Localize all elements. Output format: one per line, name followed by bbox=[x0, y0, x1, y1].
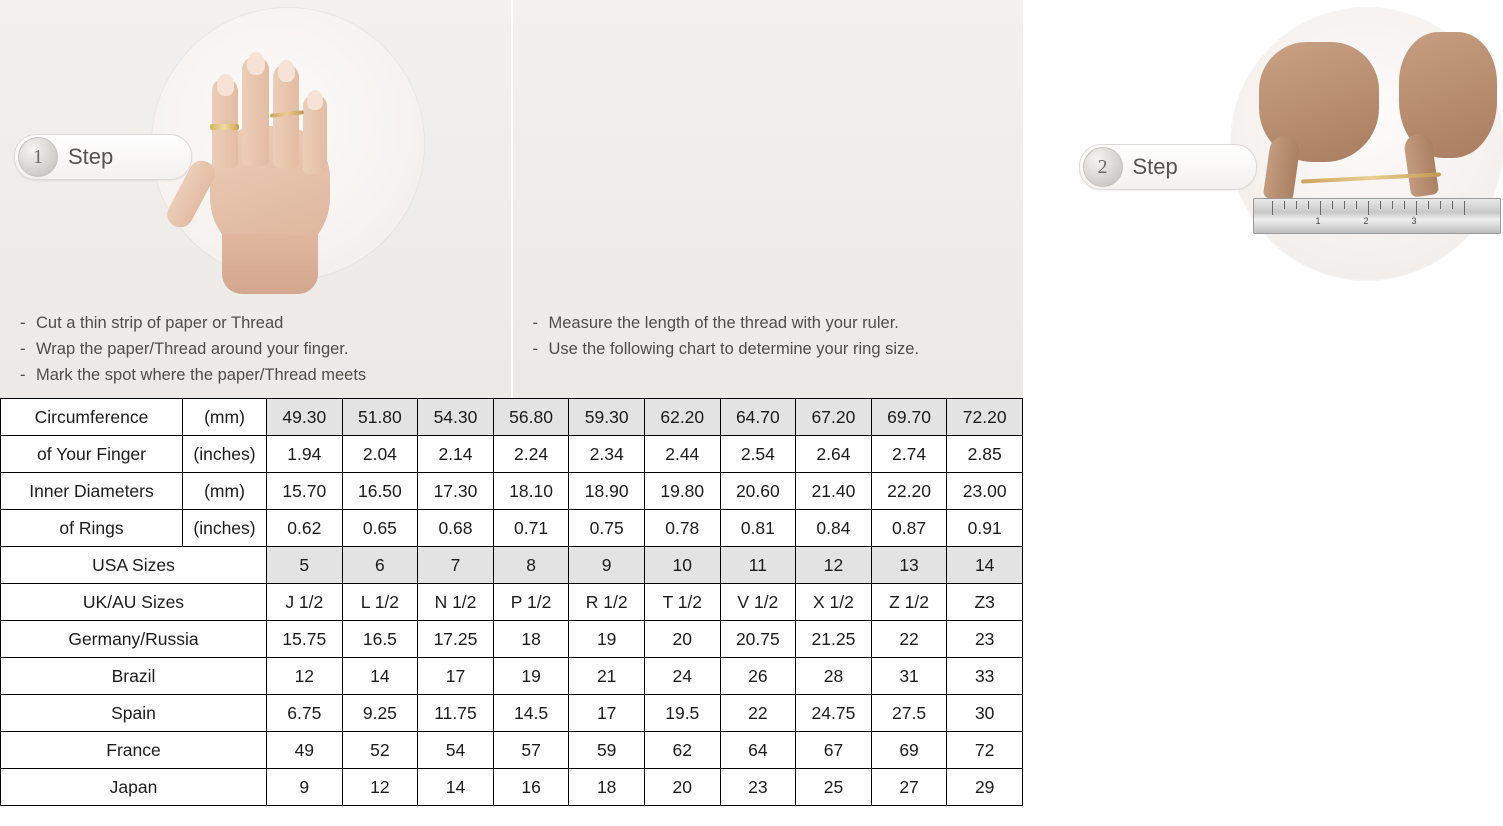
cell-circumference-mm-5: 62.20 bbox=[644, 399, 720, 436]
cell-diameter-in-3: 0.71 bbox=[493, 510, 569, 547]
cell-circumference-in-1: 2.04 bbox=[342, 436, 418, 473]
table-row bbox=[1, 732, 1023, 769]
cell-br-0: 12 bbox=[267, 658, 343, 695]
cell-fr-4: 59 bbox=[569, 732, 645, 769]
cell-br-9: 33 bbox=[947, 658, 1023, 695]
cell-diameter-mm-2: 17.30 bbox=[418, 473, 494, 510]
ruler-tick bbox=[1428, 201, 1429, 209]
cell-circumference-mm-2: 54.30 bbox=[418, 399, 494, 436]
ruler-tick bbox=[1416, 201, 1417, 215]
cell-de-1: 16.5 bbox=[342, 621, 418, 658]
cell-circumference-in-6: 2.54 bbox=[720, 436, 796, 473]
cell-es-7: 24.75 bbox=[796, 695, 872, 732]
cell-circumference-mm-4: 59.30 bbox=[569, 399, 645, 436]
table-row bbox=[1, 547, 1023, 584]
cell-usa-8: 13 bbox=[871, 547, 947, 584]
ruler-tick bbox=[1392, 201, 1393, 209]
table-row bbox=[1, 695, 1023, 732]
step2-bullet-2: - Use the following chart to determine your ring size. bbox=[532, 340, 920, 358]
cell-jp-5: 20 bbox=[644, 769, 720, 806]
cell-jp-2: 14 bbox=[418, 769, 494, 806]
cell-jp-1: 12 bbox=[342, 769, 418, 806]
table-row bbox=[1, 399, 1023, 436]
cell-diameter-in-0: 0.62 bbox=[267, 510, 343, 547]
step1-bullet-2: - Wrap the paper/Thread around your finger. bbox=[20, 340, 349, 358]
row-label-inner-diameter-2: of Rings bbox=[1, 510, 183, 547]
cell-diameter-in-1: 0.65 bbox=[342, 510, 418, 547]
step2-bullet-1-text: Measure the length of the thread with your ruler. bbox=[548, 314, 899, 332]
table-row bbox=[1, 658, 1023, 695]
ruler-tick bbox=[1464, 201, 1465, 215]
ruler-tick bbox=[1356, 201, 1357, 209]
ring-size-table bbox=[0, 398, 1023, 806]
step2-instructions bbox=[533, 310, 1016, 362]
cell-usa-9: 14 bbox=[947, 547, 1023, 584]
cell-circumference-mm-3: 56.80 bbox=[493, 399, 569, 436]
cell-es-6: 22 bbox=[720, 695, 796, 732]
cell-br-1: 14 bbox=[342, 658, 418, 695]
cell-usa-0: 5 bbox=[267, 547, 343, 584]
cell-usa-3: 8 bbox=[493, 547, 569, 584]
ruler-tick bbox=[1380, 201, 1381, 209]
cell-ukau-4: R 1/2 bbox=[569, 584, 645, 621]
step1-bullet-1: - Cut a thin strip of paper or Thread bbox=[20, 314, 284, 332]
cell-fr-0: 49 bbox=[267, 732, 343, 769]
table-row bbox=[1, 436, 1023, 473]
step-panel-2 bbox=[511, 0, 1417, 398]
row-label-japan: Japan bbox=[1, 769, 267, 806]
cell-de-2: 17.25 bbox=[418, 621, 494, 658]
table-row bbox=[1, 473, 1023, 510]
cell-circumference-mm-9: 72.20 bbox=[947, 399, 1023, 436]
row-label-circumference: Circumference bbox=[1, 399, 183, 436]
table-row bbox=[1, 769, 1023, 806]
cell-diameter-mm-4: 18.90 bbox=[569, 473, 645, 510]
cell-diameter-in-7: 0.84 bbox=[796, 510, 872, 547]
table-row bbox=[1, 621, 1023, 658]
cell-jp-4: 18 bbox=[569, 769, 645, 806]
cell-es-8: 27.5 bbox=[871, 695, 947, 732]
cell-usa-2: 7 bbox=[418, 547, 494, 584]
step2-photo bbox=[1231, 8, 1503, 280]
ruler-tick bbox=[1308, 201, 1309, 209]
step-label-1: Step bbox=[68, 144, 114, 169]
cell-diameter-in-9: 0.91 bbox=[947, 510, 1023, 547]
cell-br-8: 31 bbox=[871, 658, 947, 695]
nail-middle bbox=[247, 52, 265, 75]
ruler bbox=[1253, 198, 1501, 234]
size-chart-section bbox=[0, 398, 1023, 806]
cell-es-0: 6.75 bbox=[267, 695, 343, 732]
ruler-tick bbox=[1452, 201, 1453, 209]
step1-photo bbox=[152, 8, 424, 280]
cell-jp-9: 29 bbox=[947, 769, 1023, 806]
wrist-shape bbox=[222, 234, 318, 294]
cell-br-6: 26 bbox=[720, 658, 796, 695]
cell-jp-6: 23 bbox=[720, 769, 796, 806]
cell-usa-4: 9 bbox=[569, 547, 645, 584]
cell-diameter-mm-9: 23.00 bbox=[947, 473, 1023, 510]
table-body bbox=[1, 399, 1023, 806]
table-row bbox=[1, 584, 1023, 621]
cell-circumference-in-3: 2.24 bbox=[493, 436, 569, 473]
cell-jp-8: 27 bbox=[871, 769, 947, 806]
cell-de-4: 19 bbox=[569, 621, 645, 658]
cell-br-7: 28 bbox=[796, 658, 872, 695]
cell-circumference-mm-7: 67.20 bbox=[796, 399, 872, 436]
cell-usa-5: 10 bbox=[644, 547, 720, 584]
cell-jp-7: 25 bbox=[796, 769, 872, 806]
ruler-tick bbox=[1440, 201, 1441, 209]
cell-br-5: 24 bbox=[644, 658, 720, 695]
cell-diameter-mm-3: 18.10 bbox=[493, 473, 569, 510]
unit-inches-circumference: (inches) bbox=[183, 436, 267, 473]
cell-diameter-in-2: 0.68 bbox=[418, 510, 494, 547]
cell-es-2: 11.75 bbox=[418, 695, 494, 732]
cell-fr-7: 67 bbox=[796, 732, 872, 769]
cell-es-9: 30 bbox=[947, 695, 1023, 732]
table-row bbox=[1, 510, 1023, 547]
cell-ukau-9: Z3 bbox=[947, 584, 1023, 621]
nail-ring bbox=[278, 60, 295, 82]
step1-bullet-2-text: Wrap the paper/Thread around your finger. bbox=[36, 340, 349, 358]
cell-circumference-mm-1: 51.80 bbox=[342, 399, 418, 436]
cell-br-2: 17 bbox=[418, 658, 494, 695]
row-label-uk-au: UK/AU Sizes bbox=[1, 584, 267, 621]
cell-ukau-3: P 1/2 bbox=[493, 584, 569, 621]
cell-diameter-mm-7: 21.40 bbox=[796, 473, 872, 510]
row-label-usa: USA Sizes bbox=[1, 547, 267, 584]
row-label-spain: Spain bbox=[1, 695, 267, 732]
cell-ukau-5: T 1/2 bbox=[644, 584, 720, 621]
cell-diameter-mm-8: 22.20 bbox=[871, 473, 947, 510]
cell-ukau-2: N 1/2 bbox=[418, 584, 494, 621]
cell-circumference-in-5: 2.44 bbox=[644, 436, 720, 473]
cell-br-4: 21 bbox=[569, 658, 645, 695]
cell-ukau-0: J 1/2 bbox=[267, 584, 343, 621]
hand-left-finger bbox=[1262, 134, 1301, 202]
cell-de-7: 21.25 bbox=[796, 621, 872, 658]
step-panel-1 bbox=[0, 0, 511, 398]
ruler-tick bbox=[1344, 201, 1345, 209]
cell-circumference-in-9: 2.85 bbox=[947, 436, 1023, 473]
cell-de-3: 18 bbox=[493, 621, 569, 658]
row-label-germany-russia: Germany/Russia bbox=[1, 621, 267, 658]
step2-bullet-1: - Measure the length of the thread with your ruler. bbox=[532, 314, 899, 332]
steps-section bbox=[0, 0, 1417, 398]
cell-de-6: 20.75 bbox=[720, 621, 796, 658]
step1-bullet-1-text: Cut a thin strip of paper or Thread bbox=[36, 314, 284, 332]
step2-bullet-2-text: Use the following chart to determine your ring size. bbox=[548, 340, 920, 358]
cell-jp-0: 9 bbox=[267, 769, 343, 806]
cell-circumference-mm-8: 69.70 bbox=[871, 399, 947, 436]
cell-diameter-in-8: 0.87 bbox=[871, 510, 947, 547]
cell-circumference-mm-0: 49.30 bbox=[267, 399, 343, 436]
cell-de-5: 20 bbox=[644, 621, 720, 658]
cell-fr-8: 69 bbox=[871, 732, 947, 769]
ruler-tick bbox=[1404, 201, 1405, 209]
step-badge-1 bbox=[14, 134, 192, 180]
unit-mm-inner-diameter: (mm) bbox=[183, 473, 267, 510]
cell-circumference-in-7: 2.64 bbox=[796, 436, 872, 473]
cell-usa-1: 6 bbox=[342, 547, 418, 584]
ruler-number-2: 2 bbox=[1363, 216, 1369, 226]
cell-ukau-8: Z 1/2 bbox=[871, 584, 947, 621]
cell-de-0: 15.75 bbox=[267, 621, 343, 658]
cell-ukau-6: V 1/2 bbox=[720, 584, 796, 621]
ruler-number-3: 3 bbox=[1411, 216, 1417, 226]
ruler-tick bbox=[1296, 201, 1297, 209]
cell-diameter-in-4: 0.75 bbox=[569, 510, 645, 547]
cell-ukau-7: X 1/2 bbox=[796, 584, 872, 621]
step-badge-2 bbox=[1079, 144, 1257, 190]
step1-bullet-3: - Mark the spot where the paper/Thread meets bbox=[20, 366, 367, 384]
cell-usa-6: 11 bbox=[720, 547, 796, 584]
cell-jp-3: 16 bbox=[493, 769, 569, 806]
ruler-tick bbox=[1332, 201, 1333, 209]
cell-es-4: 17 bbox=[569, 695, 645, 732]
row-label-brazil: Brazil bbox=[1, 658, 267, 695]
row-label-france: France bbox=[1, 732, 267, 769]
step1-bullet-3-text: Mark the spot where the paper/Thread meets bbox=[36, 366, 367, 384]
row-label-circumference-2: of Your Finger bbox=[1, 436, 183, 473]
cell-br-3: 19 bbox=[493, 658, 569, 695]
cell-es-3: 14.5 bbox=[493, 695, 569, 732]
cell-circumference-in-0: 1.94 bbox=[267, 436, 343, 473]
cell-fr-3: 57 bbox=[493, 732, 569, 769]
ring-on-finger bbox=[210, 124, 239, 130]
cell-circumference-in-2: 2.14 bbox=[418, 436, 494, 473]
cell-de-9: 23 bbox=[947, 621, 1023, 658]
ruler-tick bbox=[1368, 201, 1369, 215]
step-number-1: 1 bbox=[18, 137, 58, 177]
row-label-inner-diameter: Inner Diameters bbox=[1, 473, 183, 510]
cell-es-1: 9.25 bbox=[342, 695, 418, 732]
cell-circumference-mm-6: 64.70 bbox=[720, 399, 796, 436]
cell-ukau-1: L 1/2 bbox=[342, 584, 418, 621]
nail-index bbox=[217, 74, 234, 96]
cell-diameter-in-6: 0.81 bbox=[720, 510, 796, 547]
cell-fr-1: 52 bbox=[342, 732, 418, 769]
cell-es-5: 19.5 bbox=[644, 695, 720, 732]
unit-inches-inner-diameter: (inches) bbox=[183, 510, 267, 547]
ruler-tick bbox=[1272, 201, 1273, 215]
cell-diameter-mm-1: 16.50 bbox=[342, 473, 418, 510]
cell-circumference-in-4: 2.34 bbox=[569, 436, 645, 473]
ruler-tick bbox=[1320, 201, 1321, 215]
cell-diameter-mm-0: 15.70 bbox=[267, 473, 343, 510]
cell-de-8: 22 bbox=[871, 621, 947, 658]
cell-fr-9: 72 bbox=[947, 732, 1023, 769]
cell-diameter-mm-5: 19.80 bbox=[644, 473, 720, 510]
step-label-2: Step bbox=[1132, 154, 1178, 179]
cell-fr-5: 62 bbox=[644, 732, 720, 769]
nail-pinky bbox=[307, 90, 323, 110]
ruler-number-1: 1 bbox=[1315, 216, 1321, 226]
cell-fr-2: 54 bbox=[418, 732, 494, 769]
cell-fr-6: 64 bbox=[720, 732, 796, 769]
cell-circumference-in-8: 2.74 bbox=[871, 436, 947, 473]
step-number-2: 2 bbox=[1083, 147, 1123, 187]
cell-usa-7: 12 bbox=[796, 547, 872, 584]
ruler-tick bbox=[1284, 201, 1285, 209]
step1-instructions bbox=[20, 310, 503, 388]
unit-mm-circumference: (mm) bbox=[183, 399, 267, 436]
cell-diameter-mm-6: 20.60 bbox=[720, 473, 796, 510]
cell-diameter-in-5: 0.78 bbox=[644, 510, 720, 547]
